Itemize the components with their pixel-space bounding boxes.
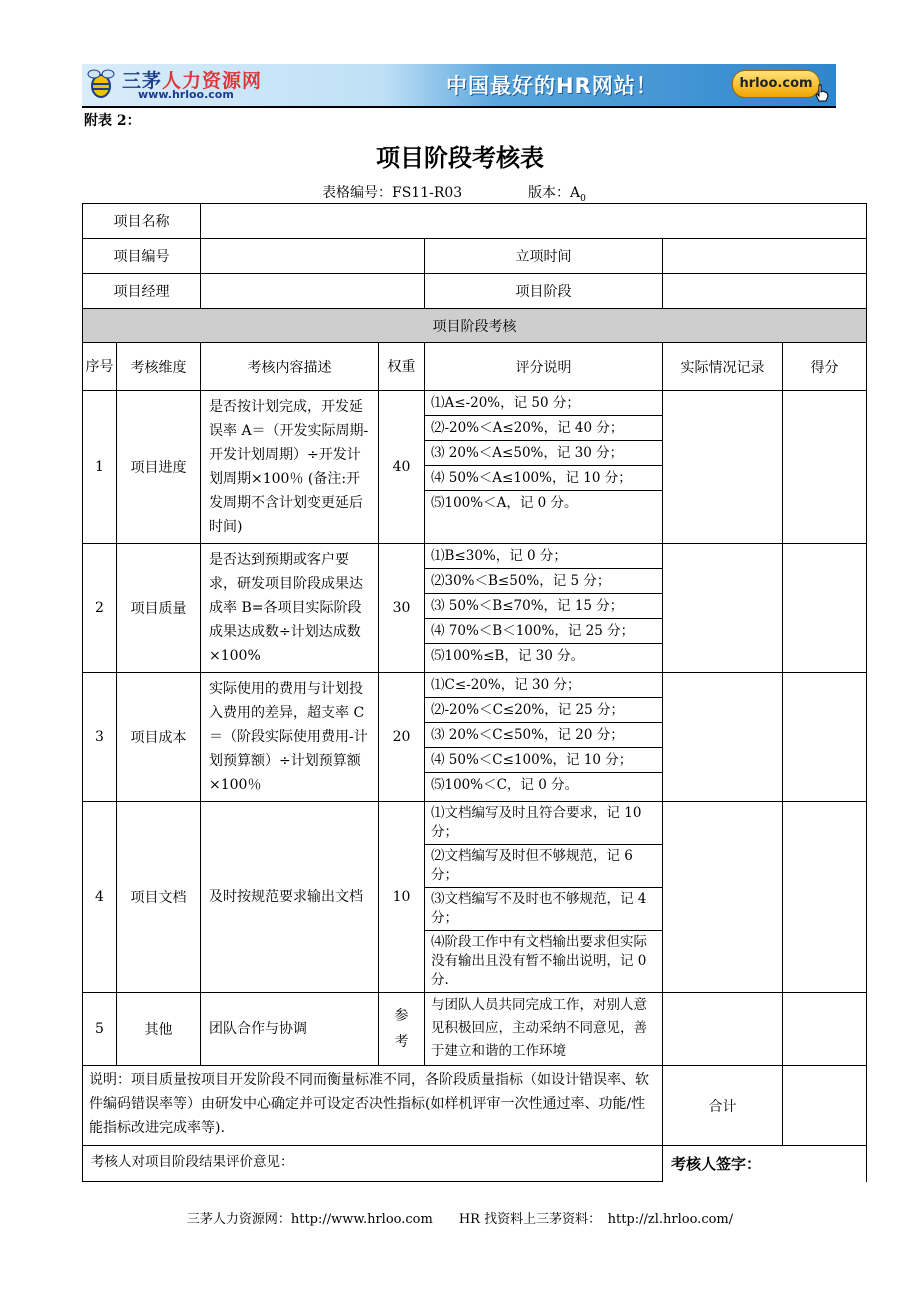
form-number: 表格编号：FS11-R03 xyxy=(322,185,463,201)
evaluator-opinion[interactable]: 考核人对项目阶段结果评价意见： xyxy=(83,1146,663,1182)
row-criteria xyxy=(425,544,663,673)
criteria-item: ⑵30%＜B≤50%，记 5 分； xyxy=(425,569,662,594)
version: 版本：$A_0$ xyxy=(528,185,586,204)
score-field[interactable] xyxy=(783,993,867,1066)
table-row xyxy=(83,993,867,1066)
criteria-item: ⑷ 50%＜A≤100%，记 10 分； xyxy=(425,466,662,491)
criteria-item: ⑶文档编写不及时也不够规范，记 4 分； xyxy=(425,888,662,931)
assessment-table xyxy=(82,203,867,1182)
col-weight: 权重 xyxy=(379,343,425,391)
row-criteria xyxy=(425,802,663,993)
row-seq: 4 xyxy=(83,802,117,993)
criteria-item: ⑵文档编写及时但不够规范，记 6 分； xyxy=(425,845,662,888)
criteria-item: ⑶ 20%＜C≤50%，记 20 分； xyxy=(425,723,662,748)
col-actual: 实际情况记录 xyxy=(663,343,783,391)
col-score: 得分 xyxy=(783,343,867,391)
row-desc: 实际使用的费用与计划投入费用的差异，超支率 C＝（阶段实际使用费用-计划预算额）÷计划预算额×100％ xyxy=(201,673,379,802)
manager-field[interactable] xyxy=(201,274,425,309)
table-row xyxy=(83,673,867,802)
row-criteria xyxy=(425,391,663,544)
criteria-item: ⑴文档编写及时且符合要求，记 10 分； xyxy=(425,802,662,845)
criteria-item: ⑴C≤-20%，记 30 分； xyxy=(425,673,662,698)
row-dimension: 项目文档 xyxy=(117,802,201,993)
row-desc: 是否达到预期或客户要求，研发项目阶段成果达成率 B=各项目实际阶段成果达成数÷计划达成数×100% xyxy=(201,544,379,673)
col-criteria: 评分说明 xyxy=(425,343,663,391)
stage-label: 项目阶段 xyxy=(425,274,663,309)
footer: 三茅人力资源网：http://www.hrloo.com HR 找资料上三茅资料： http://zl.hrloo.com/ xyxy=(186,1212,734,1227)
col-seq: 序号 xyxy=(83,343,117,391)
criteria-item: ⑶ 20%＜A≤50%，记 30 分； xyxy=(425,441,662,466)
table-row xyxy=(83,802,867,993)
criteria-item: ⑷ 70%＜B＜100%，记 25 分； xyxy=(425,619,662,644)
actual-record-field[interactable] xyxy=(663,391,783,544)
criteria-item: ⑵-20%＜C≤20%，记 25 分； xyxy=(425,698,662,723)
criteria-item: 与团队人员共同完成工作，对别人意见积极回应，主动采纳不同意见，善于建立和谐的工作环境 xyxy=(431,997,647,1059)
row-desc: 及时按规范要求输出文档 xyxy=(201,802,379,993)
row-seq: 3 xyxy=(83,673,117,802)
row-dimension: 项目成本 xyxy=(117,673,201,802)
section-title: 项目阶段考核 xyxy=(83,309,867,343)
row-criteria xyxy=(425,993,663,1066)
evaluator-signature[interactable]: 考核人签字： xyxy=(663,1146,867,1182)
row-weight: 20 xyxy=(379,673,425,802)
row-seq: 5 xyxy=(83,993,117,1066)
actual-record-field[interactable] xyxy=(663,802,783,993)
criteria-item: ⑷阶段工作中有文档输出要求但实际没有输出且没有暂不输出说明，记 0 分. xyxy=(431,934,647,988)
actual-record-field[interactable] xyxy=(663,673,783,802)
total-label: 合计 xyxy=(663,1066,783,1146)
table-row xyxy=(83,391,867,544)
row-criteria xyxy=(425,673,663,802)
criteria-item: ⑶ 50%＜B≤70%，记 15 分； xyxy=(425,594,662,619)
project-name-field[interactable] xyxy=(201,204,867,239)
score-field[interactable] xyxy=(783,544,867,673)
brand-name: 三茅人力资源网 xyxy=(122,70,263,92)
score-field[interactable] xyxy=(783,673,867,802)
criteria-item: ⑷ 50%＜C≤100%，记 10 分； xyxy=(425,748,662,773)
start-time-field[interactable] xyxy=(663,239,867,274)
col-dimension: 考核维度 xyxy=(117,343,201,391)
criteria-item: ⑴B≤30%，记 0 分； xyxy=(425,544,662,569)
row-weight: 30 xyxy=(379,544,425,673)
page-title: 项目阶段考核表 xyxy=(376,144,544,172)
note-text: 说明：项目质量按项目开发阶段不同而衡量标准不同，各阶段质量指标（如设计错误率、软件编码错误率等）由研发中心确定并可设定否决性指标(如样机评审一次性通过率、功能/性能指标改进完成率等). xyxy=(83,1066,663,1146)
row-weight: 10 xyxy=(379,802,425,993)
criteria-item: ⑸100%＜C，记 0 分。 xyxy=(431,777,579,793)
stage-field[interactable] xyxy=(663,274,867,309)
row-desc: 团队合作与协调 xyxy=(201,993,379,1066)
project-name-label: 项目名称 xyxy=(83,204,201,239)
row-seq: 2 xyxy=(83,544,117,673)
actual-record-field[interactable] xyxy=(663,993,783,1066)
bee-logo-icon xyxy=(86,68,116,100)
hrloo-button[interactable]: hrloo.com xyxy=(732,70,820,98)
row-dimension: 其他 xyxy=(117,993,201,1066)
manager-label: 项目经理 xyxy=(83,274,201,309)
row-dimension: 项目质量 xyxy=(117,544,201,673)
score-field[interactable] xyxy=(783,802,867,993)
actual-record-field[interactable] xyxy=(663,544,783,673)
total-score-field[interactable] xyxy=(783,1066,867,1146)
row-weight: 参考 xyxy=(379,993,425,1066)
col-content: 考核内容描述 xyxy=(201,343,379,391)
site-banner[interactable] xyxy=(82,64,836,108)
row-dimension: 项目进度 xyxy=(117,391,201,544)
criteria-item: ⑴A≤-20%，记 50 分； xyxy=(425,391,662,416)
score-field[interactable] xyxy=(783,391,867,544)
project-no-field[interactable] xyxy=(201,239,425,274)
banner-url: www.hrloo.com xyxy=(138,88,234,101)
criteria-item: ⑸100%≤B，记 30 分。 xyxy=(431,648,585,664)
row-desc: 是否按计划完成，开发延误率 A＝（开发实际周期-开发计划周期）÷开发计划周期×100％ (备注:开发周期不含计划变更延后时间) xyxy=(201,391,379,544)
table-row xyxy=(83,544,867,673)
row-weight: 40 xyxy=(379,391,425,544)
hand-cursor-icon xyxy=(814,84,830,102)
start-time-label: 立项时间 xyxy=(425,239,663,274)
criteria-item: ⑵-20%＜A≤20%，记 40 分； xyxy=(425,416,662,441)
attachment-label: 附表 2： xyxy=(84,113,141,129)
row-seq: 1 xyxy=(83,391,117,544)
project-no-label: 项目编号 xyxy=(83,239,201,274)
banner-slogan: 中国最好的HR网站！ xyxy=(446,74,658,98)
criteria-item: ⑸100%＜A，记 0 分。 xyxy=(431,495,578,511)
